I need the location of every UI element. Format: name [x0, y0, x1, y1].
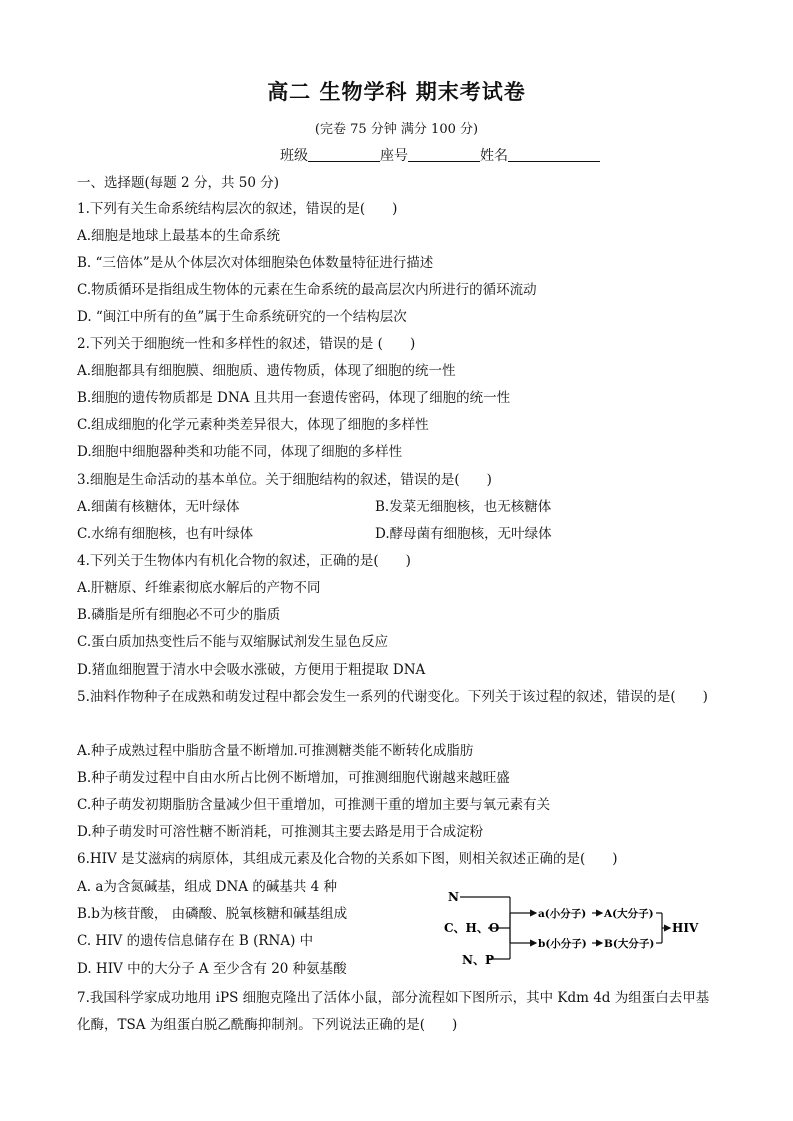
- q4-option-b: B.磷脂是所有细胞必不可少的脂质: [77, 607, 281, 623]
- q5-option-b: B.种子萌发过程中自由水所占比例不断增加，可推测细胞代谢越来越旺盛: [77, 770, 510, 786]
- macromolecule-a-label: A(大分子): [604, 908, 654, 920]
- element-n-label: N: [448, 890, 459, 904]
- q4-option-c: C.蛋白质加热变性后不能与双缩脲试剂发生显色反应: [77, 634, 389, 650]
- q6-stem: 6.HIV 是艾滋病的病原体，其组成元素及化合物的关系如下图，则相关叙述正确的是( ): [77, 851, 618, 867]
- seat-blank[interactable]: [408, 147, 480, 162]
- exam-subtitle: (完卷 75 分钟 满分 100 分): [314, 122, 479, 137]
- q1-stem: 1.下列有关生命系统结构层次的叙述，错误的是( ): [77, 201, 398, 217]
- q1-option-c: C.物质循环是指组成生物体的元素在生命系统的最高层次内所进行的循环流动: [77, 282, 537, 298]
- q1-option-d: D. “闽江中所有的鱼”属于生命系统研究的一个结构层次: [77, 309, 407, 325]
- q1-option-b: B. “三倍体”是从个体层次对体细胞染色体数量特征进行描述: [77, 255, 434, 271]
- q3-option-d: D.酵母菌有细胞核，无叶绿体: [375, 526, 552, 542]
- student-info-line: [280, 145, 600, 165]
- hiv-composition-diagram: [440, 880, 710, 975]
- q1-option-a: A.细胞是地球上最基本的生命系统: [77, 228, 281, 244]
- q5-stem: 5.油料作物种子在成熟和萌发过程中都会发生一系列的代谢变化。下列关于该过程的叙述，错误的是( ): [77, 689, 708, 705]
- q7-stem: 7.我国科学家成功地用 iPS 细胞克隆出了活体小鼠，部分流程如下图所示，其中 Kdm 4d 为组蛋白去甲基化酶，TSA 为组蛋白脱乙酰酶抑制剂。下列说法正确的是( ): [77, 990, 710, 1033]
- q5-option-d: D.种子萌发时可溶性糖不断消耗，可推测其主要去路是用于合成淀粉: [77, 824, 484, 840]
- class-label: 班级: [280, 148, 308, 164]
- q6-option-b: B.b为核苷酸， 由磷酸、脱氧核糖和碱基组成: [77, 906, 348, 922]
- small-molecule-b-label: b(小分子): [538, 938, 587, 950]
- element-cho-label: C、H、O: [444, 921, 500, 935]
- q3-option-a: A.细菌有核糖体，无叶绿体: [77, 499, 240, 515]
- q5-option-c: C.种子萌发初期脂肪含量减少但干重增加，可推测干重的增加主要与氧元素有关: [77, 797, 551, 813]
- section-heading: 一、选择题(每题 2 分，共 50 分): [77, 175, 279, 191]
- seat-label: 座号: [380, 148, 408, 164]
- q4-option-a: A.肝糖原、纤维素彻底水解后的产物不同: [77, 580, 321, 596]
- macromolecule-b-label: B(大分子): [604, 938, 655, 950]
- q5-option-a: A.种子成熟过程中脂肪含量不断增加.可推测糖类能不断转化成脂肪: [77, 743, 474, 759]
- element-np-label: N、P: [462, 953, 494, 967]
- q3-stem: 3.细胞是生命活动的基本单位。关于细胞结构的叙述，错误的是( ): [77, 472, 492, 488]
- q6-option-d: D. HIV 中的大分子 A 至少含有 20 种氨基酸: [77, 961, 347, 977]
- name-blank[interactable]: [508, 147, 600, 162]
- q2-option-c: C.组成细胞的化学元素种类差异很大，体现了细胞的多样性: [77, 417, 429, 433]
- hiv-label: HIV: [672, 921, 699, 935]
- q2-stem: 2.下列关于细胞统一性和多样性的叙述，错误的是 ( ): [77, 336, 416, 352]
- q4-stem: 4.下列关于生物体内有机化合物的叙述，正确的是( ): [77, 553, 411, 569]
- q3-option-b: B.发菜无细胞核，也无核糖体: [375, 499, 552, 515]
- q3-option-c: C.水绵有细胞核，也有叶绿体: [77, 526, 254, 542]
- small-molecule-a-label: a(小分子): [538, 908, 587, 920]
- q4-option-d: D.猪血细胞置于清水中会吸水涨破，方便用于粗提取 DNA: [77, 662, 426, 678]
- q2-option-b: B.细胞的遗传物质都是 DNA 且共用一套遗传密码，体现了细胞的统一性: [77, 390, 511, 406]
- q2-option-d: D.细胞中细胞器种类和功能不同，体现了细胞的多样性: [77, 444, 403, 460]
- q6-option-a: A. a为含氮碱基，组成 DNA 的碱基共 4 种: [77, 879, 338, 895]
- q6-option-c: C. HIV 的遗传信息储存在 B (RNA) 中: [77, 933, 314, 949]
- q2-option-a: A.细胞都具有细胞膜、细胞质、遗传物质，体现了细胞的统一性: [77, 363, 456, 379]
- name-label: 姓名: [480, 148, 508, 164]
- page-title: 高二 生物学科 期末考试卷: [267, 80, 526, 104]
- class-blank[interactable]: [308, 147, 380, 162]
